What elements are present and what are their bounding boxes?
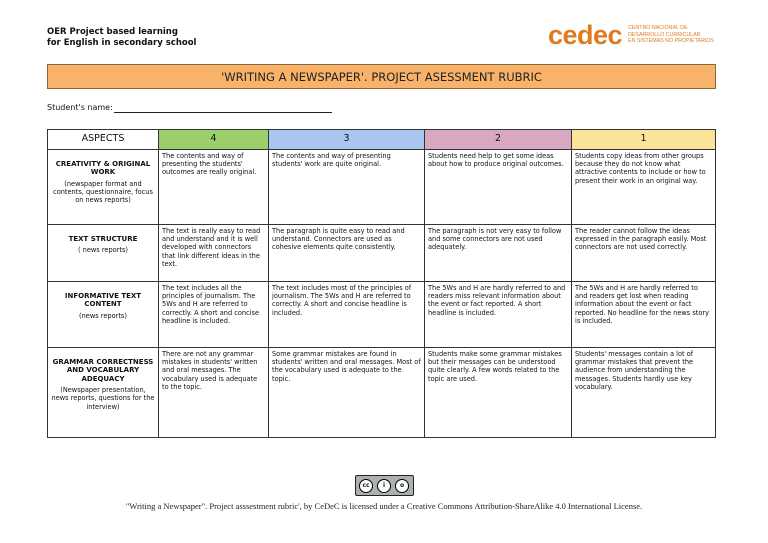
logo-caption [628, 25, 714, 45]
aspect-subtitle: ( news reports) [78, 246, 128, 255]
aspect-subtitle: (newspaper format and contents, questionnaire, focus on news reports) [53, 179, 153, 205]
cc-icon: cc [359, 479, 373, 493]
column-header-score-2: 2 [425, 130, 572, 150]
logo-caption-line: DESARROLLO CURRICULAR [628, 31, 701, 38]
column-header-score-3: 3 [269, 130, 425, 150]
rubric-cell: Students need help to get some ideas about how to produce original outcomes. [425, 150, 572, 225]
rubric-cell: The contents and way of presenting the students' outcomes are really original. [159, 150, 269, 225]
student-name-field [47, 103, 332, 113]
column-header-aspects: ASPECTS [48, 130, 159, 150]
document-title: 'WRITING A NEWSPAPER'. PROJECT ASESSMENT RUBRIC [47, 64, 716, 89]
header-line-1: OER Project based learning [47, 27, 178, 37]
aspect-title: GRAMMAR CORRECTNESS AND VOCABULARY ADEQUACY [52, 358, 154, 383]
rubric-cell: The paragraph is quite easy to read and understand. Connectors are used as cohesive elements quite consistently. [269, 225, 425, 282]
column-header-score-4: 4 [159, 130, 269, 150]
header-line-2: for English in secondary school [47, 38, 197, 48]
document-header [47, 27, 196, 49]
license-text: "Writing a Newspaper". Project asssestment rubric', by CeDeC is licensed under a Creative Commons Attribution-ShareAlike 4.0 International License. [125, 501, 643, 511]
aspect-subtitle: (news reports) [79, 311, 127, 320]
aspect-cell [48, 282, 159, 348]
license-footer [0, 472, 768, 511]
student-name-label: Student's name: [47, 103, 113, 112]
rubric-cell: The 5Ws and H are hardly referred to and readers miss relevant information about the event or fact reported. A short headline is included. [425, 282, 572, 348]
rubric-cell: The 5Ws and H are hardly referred to and readers get lost when reading information about the event or fact reported. No headline for the news story is included. [572, 282, 716, 348]
logo-caption-line: CENTRO NACIONAL DE [628, 25, 688, 32]
aspect-subtitle: (Newspaper presentation, news reports, questions for the interview) [51, 386, 155, 411]
cc-by-sa-badge-icon[interactable] [355, 475, 414, 496]
aspect-cell [48, 348, 159, 438]
aspect-cell [48, 150, 159, 225]
rubric-cell: The contents and way of presenting students' work are quite original. [269, 150, 425, 225]
aspect-title: CREATIVITY & ORIGINAL WORK [55, 160, 151, 177]
rubric-cell: The text is really easy to read and understand and it is well developed with connectors that link different ideas in the text. [159, 225, 269, 282]
share-alike-icon: o [395, 479, 409, 493]
rubric-cell: The paragraph is not very easy to follow and some connectors are not used adequately. [425, 225, 572, 282]
aspect-cell [48, 225, 159, 282]
rubric-cell: The text includes all the principles of journalism. The 5Ws and H are referred to correctly. A short and concise headline is included. [159, 282, 269, 348]
rubric-header-row [48, 130, 716, 150]
attribution-icon: i [377, 479, 391, 493]
student-name-blank [114, 103, 332, 113]
table-row [48, 282, 716, 348]
cedec-logo [548, 20, 714, 50]
rubric-cell: The reader cannot follow the ideas expressed in the paragraph easily. Most connectors are not used correctly. [572, 225, 716, 282]
table-row [48, 150, 716, 225]
logo-caption-line: EN SISTEMAS NO PROPIETARIOS [628, 38, 714, 45]
aspect-title: INFORMATIVE TEXT CONTENT [64, 292, 142, 309]
aspect-title: TEXT STRUCTURE [68, 235, 138, 243]
rubric-table [47, 129, 716, 438]
rubric-cell: Students make some grammar mistakes but their messages can be understood quite clearly. A few words related to the topic are used. [425, 348, 572, 438]
rubric-cell: Some grammar mistakes are found in students' written and oral messages. Most of the vocabulary used is adequate to the topic. [269, 348, 425, 438]
rubric-cell: There are not any grammar mistakes in students' written and oral messages. The vocabulary used is adequate to the topic. [159, 348, 269, 438]
logo-wordmark: cedec [548, 19, 623, 50]
table-row [48, 225, 716, 282]
column-header-score-1: 1 [572, 130, 716, 150]
rubric-cell: Students copy ideas from other groups because they do not know what attractive contents to include or how to present their work in an original way. [572, 150, 716, 225]
rubric-cell: The text includes most of the principles of journalism. The 5Ws and H are referred to correctly. A short and concise headline is included. [269, 282, 425, 348]
rubric-cell: Students' messages contain a lot of grammar mistakes that prevent the audience from understanding the messages. Students hardly use key vocabulary. [572, 348, 716, 438]
table-row [48, 348, 716, 438]
